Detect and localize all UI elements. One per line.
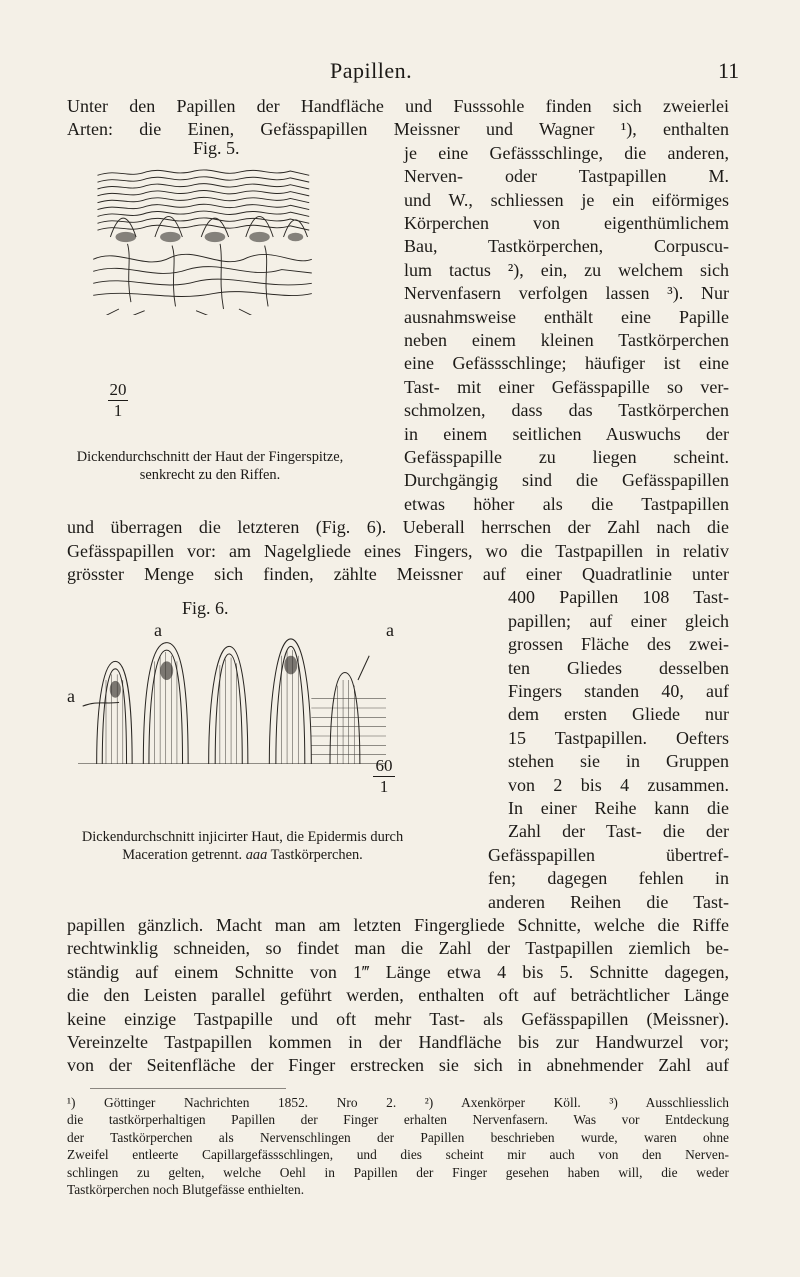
body-line: 400 Papillen 108 Tast- bbox=[508, 587, 729, 608]
body-line: Gefässpapillen vor: am Nagelgliede eines Fingers, wo die Tastpapillen in relativ bbox=[67, 540, 729, 561]
figure-6-caption-line: Maceration getrennt. aaa Tastkörperchen. bbox=[122, 847, 363, 864]
body-line: ausnahmsweise enthält eine Papille bbox=[404, 306, 729, 327]
body-line: von 2 bis 4 zusammen. bbox=[508, 774, 729, 795]
body-line: Nervenfasern verfolgen lassen ³). Nur bbox=[404, 283, 729, 304]
running-title: Papillen. bbox=[330, 58, 413, 83]
figure-6-letter-a: a bbox=[67, 686, 75, 706]
body-line: grossen Fläche des zwei- bbox=[508, 634, 729, 655]
footnote-line: Zweifel entleerte Capillargefässschlingen, und dies scheint mir auch von den Nerven- bbox=[67, 1147, 729, 1163]
footnote-line: Tastkörperchen noch Blutgefässe enthielten. bbox=[67, 1182, 305, 1198]
body-line: neben einem kleinen Tastkörperchen bbox=[404, 330, 729, 350]
figure-5-scale bbox=[108, 380, 128, 421]
footnote-line: schlingen zu gelten, welche Oehl in Papillen der Finger gesehen haben will, die weder bbox=[67, 1164, 729, 1180]
figure-6-caption-line: Dickendurchschnitt injicirter Haut, die Epidermis durch bbox=[81, 829, 404, 846]
body-line: Gefässpapillen übertref- bbox=[488, 844, 729, 865]
footnote-line: ¹) Göttinger Nachrichten 1852. Nro 2. ²) Axenkörper Köll. ³) Ausschliesslich bbox=[67, 1094, 729, 1110]
figure-6-caption bbox=[35, 828, 450, 864]
body-line: rechtwinklig schneiden, so findet man die Zahl der Tastpapillen ziemlich be- bbox=[67, 938, 729, 959]
body-line: etwas höher als die Tastpapillen bbox=[404, 493, 729, 514]
body-line: stehen sie in Gruppen bbox=[508, 751, 729, 772]
body-line: dem ersten Gliede nur bbox=[508, 704, 729, 725]
figure-6-illustration bbox=[67, 624, 397, 764]
figure-6-scale bbox=[373, 756, 395, 797]
figure-5-illustration bbox=[75, 165, 330, 315]
body-line: und W., schliessen je ein eiförmiges bbox=[404, 189, 729, 210]
body-line: lum tactus ²), ein, zu welchem sich bbox=[404, 259, 729, 280]
figure-5-caption-line: Dickendurchschnitt der Haut der Fingerspitze, bbox=[76, 449, 344, 465]
figure-6-label: Fig. 6. bbox=[182, 598, 229, 619]
body-line: papillen; auf einer gleich bbox=[508, 610, 729, 631]
body-line: fen; dagegen fehlen in bbox=[488, 868, 729, 889]
footnote-line: der Tastkörperchen als Nervenschlingen der Papillen beschrieben wurde, waren ohne bbox=[67, 1129, 729, 1145]
figure-6-scale-top: 60 bbox=[375, 756, 393, 776]
body-line: Arten: die Einen, Gefässpapillen Meissner und Wagner ¹), enthalten bbox=[67, 119, 729, 140]
footnote-line: die tastkörperhaltigen Papillen der Finger erhalten Nervenfasern. Was vor Entdeckung bbox=[67, 1112, 729, 1128]
body-line: Nerven- oder Tastpapillen M. bbox=[404, 166, 729, 187]
body-line: ständig auf einem Schnitte von 1‴ Länge etwa 4 bis 5. Schnitte dagegen, bbox=[67, 961, 729, 982]
body-line: 15 Tastpapillen. Oefters bbox=[508, 727, 729, 748]
figure-6-letter-a: a bbox=[386, 619, 394, 640]
body-line: Bau, Tastkörperchen, Corpuscu- bbox=[404, 236, 729, 257]
figure-5-label: Fig. 5. bbox=[193, 137, 240, 158]
body-line: und überragen die letzteren (Fig. 6). Ueberall herrschen der Zahl nach die bbox=[67, 517, 729, 538]
footnote-separator bbox=[90, 1088, 286, 1089]
body-line: schmolzen, dass das Tastkörperchen bbox=[404, 400, 729, 421]
figure-5-scale-bottom: 1 bbox=[108, 400, 128, 421]
body-line: Vereinzelte Tastpapillen kommen in der Handfläche bis zur Handwurzel vor; bbox=[67, 1032, 729, 1052]
body-line: Körperchen von eigenthümlichem bbox=[404, 213, 729, 233]
body-line: ten Gliedes desselben bbox=[508, 657, 729, 678]
body-line: In einer Reihe kann die bbox=[508, 798, 729, 818]
body-line: Fingers standen 40, auf bbox=[508, 681, 729, 701]
page-number: 11 bbox=[718, 58, 740, 83]
body-line: in einem seitlichen Auswuchs der bbox=[404, 423, 729, 444]
figure-5-caption bbox=[10, 448, 410, 484]
body-line: keine einzige Tastpapille und oft mehr Tast- als Gefässpapillen (Meissner). bbox=[67, 1008, 729, 1029]
body-line: Gefässpapille zu liegen scheint. bbox=[404, 447, 729, 467]
body-line: Tast- mit einer Gefässpapille so ver- bbox=[404, 376, 729, 397]
body-line: papillen gänzlich. Macht man am letzten Fingergliede Schnitte, welche die Riffe bbox=[67, 915, 729, 935]
running-header bbox=[0, 58, 800, 86]
body-line: eine Gefässschlinge; häufiger ist eine bbox=[404, 353, 729, 374]
body-line: Zahl der Tast- die der bbox=[508, 821, 729, 842]
figure-6-letter-a: a bbox=[154, 619, 162, 640]
body-line: Unter den Papillen der Handfläche und Fusssohle finden sich zweierlei bbox=[67, 96, 729, 116]
body-line: je eine Gefässschlinge, die anderen, bbox=[404, 142, 729, 163]
figure-6-scale-bottom: 1 bbox=[373, 776, 395, 797]
body-line: von der Seitenfläche der Finger erstrecken sie sich in abnehmender Zahl auf bbox=[67, 1055, 729, 1076]
figure-5-scale-top: 20 bbox=[109, 379, 127, 399]
body-line: anderen Reihen die Tast- bbox=[488, 891, 729, 912]
figure-5-caption-line: senkrecht zu den Riffen. bbox=[139, 467, 281, 483]
body-line: Durchgängig sind die Gefässpapillen bbox=[404, 470, 729, 491]
body-line: die den Leisten parallel geführt werden, enthalten oft auf beträchtlicher Länge bbox=[67, 985, 729, 1006]
body-line: grösster Menge sich finden, zählte Meissner auf einer Quadratlinie unter bbox=[67, 564, 729, 584]
